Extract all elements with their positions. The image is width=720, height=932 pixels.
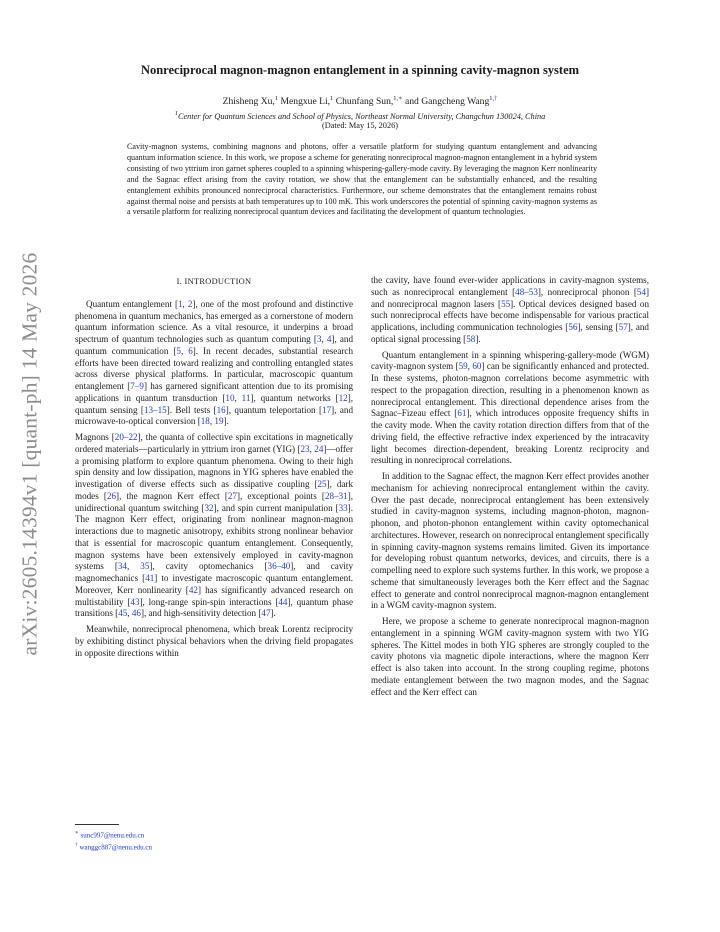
left-column [75, 274, 353, 663]
body-text: ], one of the most profound and distinctive phenomena in quantum mechanics, has emerged as a cornerstone of modern quantum information science. As a vital resource, it underpins a broad spectrum of quantum technologies such as quantum computing [ [75, 298, 354, 344]
citation-link[interactable]: 43 [130, 596, 140, 607]
body-text: ] can be significantly enhanced and protected. In these systems, photon-magnon correlations become asymmetric with respect to the propagation direction, resulting in a phenomenon known as nonreciprocal entanglement. This directional dependence arises from the Sagnac–Fizeau effect [ [371, 361, 649, 419]
body-text: ] has garnered significant attention due to its promising applications in quantum transduction [ [75, 381, 353, 403]
body-text: ], and quantum communication [ [75, 334, 354, 356]
body-text: , [209, 416, 215, 427]
body-text: ], the magnon Kerr effect [ [116, 490, 228, 501]
body-text: ], nonreciprocal phonon [ [537, 286, 637, 297]
citation-link[interactable]: 16 [216, 404, 226, 415]
body-text: ]. Optical devices designed based on such nonreciprocal effects have become indispensable for various practical applications, including communication technologies [ [371, 298, 649, 332]
body-text: , [467, 361, 473, 372]
right-column [371, 275, 649, 702]
body-text: ], sensing [ [577, 322, 619, 332]
body-text: ], quantum sensing [ [75, 392, 354, 415]
citation-link[interactable]: 35 [140, 561, 150, 572]
body-text: ] to investigate macroscopic quantum entanglement. Moreover, Kerr nonlinearity [ [75, 573, 353, 595]
citation-link[interactable]: 36–40 [267, 561, 291, 572]
body-text: , [127, 608, 132, 619]
footnote-divider [75, 824, 119, 825]
citation-link[interactable]: 3 [316, 334, 322, 344]
citation-link[interactable]: 44 [278, 596, 288, 607]
body-text: ], quantum teleportation [ [225, 404, 323, 415]
citation-link[interactable]: 27 [227, 490, 237, 501]
footnote: ∗ sunc997@nenu.edu.cn [75, 830, 145, 840]
citation-link[interactable]: 60 [472, 361, 482, 372]
author: and Gangcheng Wang$^{1,\dagger}$ [404, 95, 498, 108]
body-text: , [180, 345, 189, 356]
body-text: ]—offer a promising platform to explore quantum phenomena. Owing to their high spin density and low dissipation, magnons in YIG spheres have enabled the investigation of diverse effects such as dissipative coupling [ [75, 443, 354, 489]
body-text: ], quantum networks [ [250, 392, 339, 403]
citation-link[interactable]: 12 [338, 392, 348, 403]
citation-link[interactable]: 4 [326, 334, 332, 344]
citation-link[interactable]: 20–22 [114, 432, 138, 442]
citation-link[interactable]: 5 [176, 345, 181, 356]
body-text: ], the quanta of collective spin excitations in magnetically ordered materials—particularly in yttrium iron garnet (YIG) [ [75, 432, 353, 454]
body-text: ] has significantly advanced research on multistability [ [75, 584, 353, 607]
citation-link[interactable]: 58 [466, 333, 476, 344]
body-paragraph [75, 299, 353, 428]
citation-link[interactable]: 23 [300, 443, 310, 454]
footnote-link[interactable]: ∗ [398, 95, 403, 102]
body-text: ], and microwave-to-optical conversion [ [75, 404, 353, 427]
body-text: Quantum entanglement in a spinning whispering-gallery-mode (WGM) cavity-magnon system [ [371, 349, 649, 372]
body-text: ], and spin current manipulation [ [213, 502, 339, 513]
citation-link[interactable]: 17 [322, 404, 332, 415]
body-text: In addition to the Sagnac effect, the magnon Kerr effect provides another mechanism for achieving nonreciprocal entanglement within the cavity. Over the past decade, nonreciprocal entanglement has been extensively studied in cavity-magnon systems, including magnon-photon, magnon-phonon, and photon-phonon entanglement within cavity optomechanical architectures. However, research on nonreciprocal entanglement specifically in spinning cavity-magnon systems remains limited. Given its importance for developing robust quantum networks, devices, and circuits, there is a compelling need to explore such systems further. In this work, we propose a scheme that simultaneously leverages both the Kerr effect and the Sagnac effect to generate and control nonreciprocal magnon-magnon entanglement in a WGM cavity-magnon system. [371, 471, 649, 611]
citation-link[interactable]: 7–9 [130, 381, 144, 391]
body-text: ], cavity optomechanics [ [149, 561, 268, 572]
body-text: ]. Bell tests [ [166, 404, 217, 415]
arxiv-watermark [14, 244, 46, 664]
citation-link[interactable]: 2 [187, 298, 193, 309]
body-text: , [321, 334, 327, 344]
citation-link[interactable]: 33 [338, 502, 348, 513]
citation-link[interactable]: 24 [314, 443, 324, 454]
body-text: ], unidirectional quantum switching [ [75, 490, 354, 513]
footnote: † wanggc887@nenu.edu.cn [75, 842, 153, 852]
footnote-link[interactable]: † [494, 95, 498, 102]
citation-link[interactable]: 18 [200, 416, 210, 427]
citation-link[interactable]: 32 [204, 502, 214, 513]
author-list [0, 94, 720, 107]
citation-link[interactable]: 56 [568, 322, 578, 332]
body-text: Magnons [ [75, 432, 115, 442]
body-paragraph [371, 471, 649, 612]
body-text: ], long-range spin-spin interactions [ [139, 596, 279, 607]
body-paragraph [371, 275, 649, 346]
body-text: ]. In recent decades, substantial research efforts have been directed toward realizing and controlling entangled states across diverse physical platforms. In particular, macroscopic quantum entanglement [ [75, 345, 353, 391]
date-line: (Dated: May 15, 2026) [321, 121, 399, 130]
author: Zhisheng Xu,$^1$ [222, 95, 279, 108]
author: Mengxue Li,$^1$ [280, 95, 334, 108]
abstract: Cavity-magnon systems, combining magnons and photons, offer a versatile platform for studying quantum entanglement and advancing quantum information science. In this work, we propose a scheme for generating nonreciprocal magnon-magnon entanglement in a hybrid system consisting of two yttrium iron garnet spheres coupled to a spinning whispering-gallery-mode cavity. By leveraging the magnon Kerr nonlinearity and the Sagnac effect arising from the cavity rotation, we show that the entanglement can be substantially enhanced, and the resulting entanglement exhibits pronounced nonreciprocal characteristics. Furthermore, our scheme demonstrates that the entanglement remains robust against thermal noise and persists at bath temperatures up to 100 mK. This work underscores the potential of spinning cavity-magnon systems as a versatile platform for realizing nonreciprocal quantum devices and facilitating the development of quantum technologies. [127, 142, 597, 217]
body-text: ]. [270, 608, 276, 619]
body-text: , [234, 392, 242, 403]
left-paragraphs [75, 299, 353, 660]
body-paragraph [75, 432, 353, 620]
citation-link[interactable]: 54 [636, 286, 646, 297]
email-link[interactable]: wanggc887@nenu.edu.cn [79, 843, 153, 852]
citation-link[interactable]: 10 [225, 392, 235, 403]
body-text: , [309, 443, 315, 454]
citation-link[interactable]: 48–53 [515, 286, 538, 297]
body-text: Quantum entanglement [ [86, 298, 178, 309]
citation-link[interactable]: 61 [457, 408, 467, 419]
body-text: , [182, 298, 188, 309]
body-text: ], and high-sensitivity detection [ [140, 608, 262, 619]
citation-link[interactable]: 57 [618, 322, 628, 332]
citation-link[interactable]: 34 [117, 561, 127, 572]
body-text: Meanwhile, nonreciprocal phenomena, which break Lorentz reciprocity by exhibiting distinct physical behaviors when the driving field propagates in opposite directions within [75, 624, 353, 658]
paper-title: Nonreciprocal magnon-magnon entanglement in a spinning cavity-magnon system [140, 63, 580, 77]
body-text: ]. [475, 333, 481, 344]
body-paragraph [371, 350, 649, 468]
citation-link[interactable]: 1 [177, 298, 183, 309]
body-paragraph [371, 616, 649, 698]
author: Chunfang Sun,$^{1,∗}$ [335, 95, 403, 108]
citation-link[interactable]: 6 [188, 345, 193, 356]
citation-link[interactable]: 42 [188, 584, 198, 595]
citation-link[interactable]: 19 [214, 416, 224, 427]
body-text: ], exceptional points [ [236, 490, 325, 501]
footnotes [75, 828, 152, 853]
body-text: ], dark modes [ [75, 479, 354, 501]
right-paragraphs [371, 275, 649, 698]
body-text: ], which introduces opposite frequency shifts in the cavity mode. When the cavity rotation direction differs from that of the driving field, the effective refractive index experienced by the intracavity light becomes direction-dependent, breaking Lorentz reciprocity and resulting in nonreciprocal correlations. [371, 408, 649, 466]
citation-link[interactable]: 45 [118, 608, 128, 619]
body-text: ], quantum phase transitions [ [75, 596, 353, 619]
body-text: ]. [223, 416, 229, 427]
citation-link[interactable]: 11 [241, 392, 251, 403]
citation-link[interactable]: 28–31 [324, 490, 348, 501]
body-text: ] and nonreciprocal magnon lasers [ [371, 286, 650, 309]
body-text: ]. The magnon Kerr effect, originating from nonlinear magnon-magnon interactions due to magnetic anisotropy, exhibits strong nonlinear behavior that is essential for macroscopic quantum entanglement. Consequently, magnon systems have been extensively employed in cavity-magnon systems [ [75, 502, 353, 572]
arxiv-identifier: arXiv:2605.14394v1 [quant-ph] 14 May 2026 [17, 252, 42, 656]
email-link[interactable]: sunc997@nenu.edu.cn [80, 831, 145, 840]
citation-link[interactable]: 26 [106, 490, 117, 501]
affiliation: $^1$Center for Quantum Sciences and School of Physics, Northeast Normal University, Changchun 130024, China [174, 110, 546, 121]
citation-link[interactable]: 59 [458, 361, 468, 372]
body-paragraph [75, 624, 353, 659]
citation-link[interactable]: 47 [261, 608, 271, 619]
citation-link[interactable]: 55 [501, 298, 511, 309]
citation-link[interactable]: 46 [131, 608, 141, 619]
body-text: ], and optical signal processing [ [371, 322, 649, 344]
body-text: Here, we propose a scheme to generate nonreciprocal magnon-magnon entanglement in a spinning WGM cavity-magnon system with two YIG spheres. The Kittel modes in both YIG spheres are strongly coupled to the cavity photons via magnetic dipole interactions, where the magnon Kerr effect is also taken into account. In the strong coupling regime, photons mediate entanglement between the two magnon modes, and the Sagnac effect and the Kerr effect can [371, 616, 649, 697]
citation-link[interactable]: 13–15 [143, 404, 167, 415]
body-text: the cavity, have found ever-wider applications in cavity-magnon systems, such as nonreciprocal entanglement [ [371, 275, 649, 297]
body-text: ], and cavity magnomechanics [ [75, 561, 353, 583]
body-text: , [126, 561, 141, 572]
section-heading: I. INTRODUCTION [176, 277, 252, 286]
citation-link[interactable]: 41 [145, 573, 155, 583]
citation-link[interactable]: 25 [317, 479, 327, 489]
